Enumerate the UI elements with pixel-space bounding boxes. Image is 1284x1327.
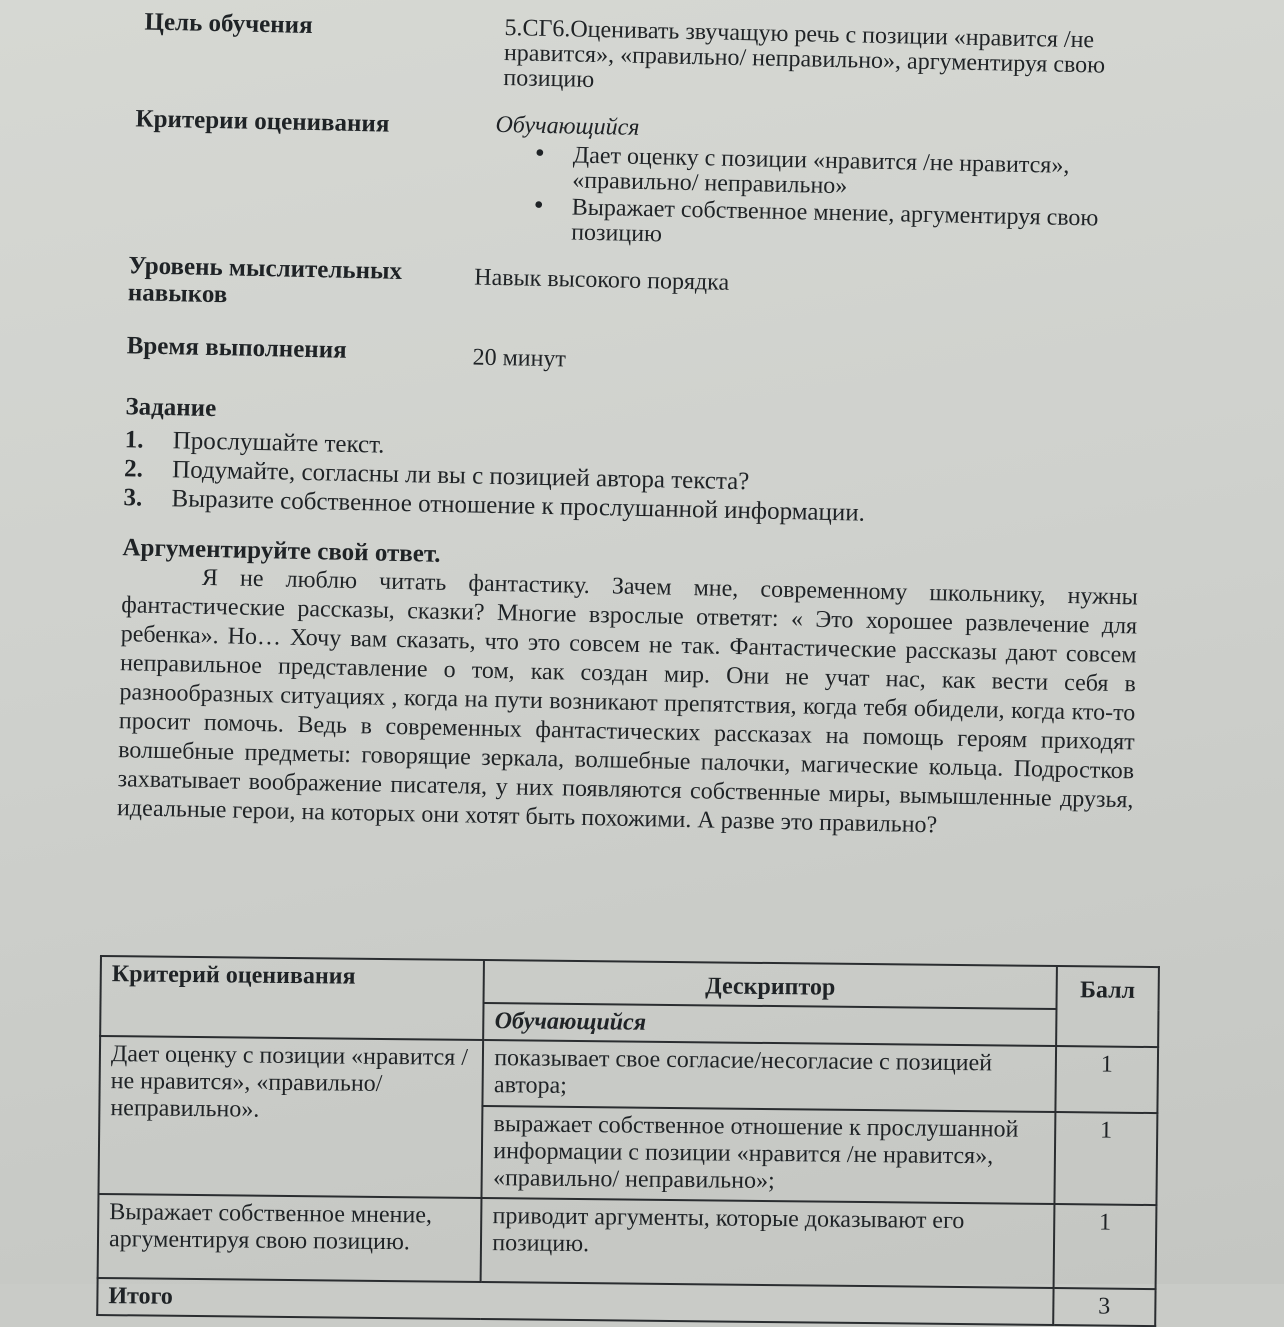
goal-value: 5.СГ6.Оценивать звучащую речь с позиции «нравится /не нравится», «правильно/ неправильно», аргументируя свою позицию xyxy=(503,15,1106,93)
rubric-total-label: Итого xyxy=(97,1278,1053,1325)
criteria-value xyxy=(493,113,1148,260)
time-label: Время выполнения xyxy=(126,332,347,364)
task-section xyxy=(103,393,1142,844)
task-step: 1. Прослушайте текст. xyxy=(124,426,385,459)
argument-text: Я не люблю читать фантастику. Зачем мне, современному школьнику, нужны фантастические рассказы, сказки? Многие взрослые ответят: « Это хорошее развлечение для ребенка». Но… Хочу вам сказать, что это совсем не так. Фантастические рассказы дают совсем неправильное представление о том, как создан мир. Они не учат нас, как вести себя в разнообразных ситуациях , когда на пути возникают препятствия, когда тебя обидели, когда кто-то просит помочь. Ведь в современных фантастических рассказах на помощь героям приходят волшебные предметы: говорящие зеркала, волшебные палочки, магические кольца. Подростков захватывает воображение писателя, у них появляются собственные миры, вымышленные друзья, идеальные герои, на которых они хотят быть похожими. А разве это правильно? xyxy=(116,564,1138,839)
table-row xyxy=(98,1194,1157,1289)
criteria-intro: Обучающийся xyxy=(495,111,640,141)
criteria-row xyxy=(115,105,1148,260)
rubric-criterion: Выражает собственное мнение, аргументируя свою позицию. xyxy=(98,1194,482,1282)
rubric-header-learner: Обучающийся xyxy=(483,1003,1056,1046)
time-value: 20 минут xyxy=(472,344,567,373)
level-row xyxy=(114,252,1145,328)
rubric-score: 1 xyxy=(1053,1204,1156,1289)
argument-title: Аргументируйте свой ответ. xyxy=(122,534,441,568)
criteria-item: • Дает оценку с позиции «нравится /не нравится», «правильно/ неправильно» xyxy=(534,143,1147,206)
task-step: 3. Выразите собственное отношение к прослушанной информации. xyxy=(123,484,866,527)
rubric-header-criterion: Критерий оценивания xyxy=(100,956,484,1040)
worksheet-body xyxy=(102,0,1150,868)
task-title: Задание xyxy=(125,393,217,423)
rubric-descriptor: приводит аргументы, которые доказывают его позицию. xyxy=(481,1198,1054,1288)
criteria-item: • Выражает собственное мнение, аргументируя свою позицию xyxy=(533,195,1146,258)
table-row xyxy=(99,1036,1158,1113)
time-row xyxy=(112,332,1142,385)
level-value: Навык высокого порядка xyxy=(473,264,730,296)
rubric-criterion: Дает оценку с позиции «нравится /не нравится», «правильно/ неправильно». xyxy=(98,1036,483,1198)
goal-row xyxy=(118,8,1149,105)
rubric-score: 1 xyxy=(1055,1046,1158,1113)
rubric-descriptor: выражает собственное отношение к прослушанной информации с позиции «нравится /не нравится», «правильно/ неправильно»; xyxy=(482,1106,1055,1204)
rubric-header-row xyxy=(101,956,1159,1010)
rubric-descriptor: показывает свое согласие/несогласие с позицией автора; xyxy=(483,1040,1056,1112)
rubric-table xyxy=(96,955,1160,1327)
rubric-header-score: Балл xyxy=(1056,966,1159,1047)
criteria-list xyxy=(533,143,1147,258)
task-step: 2. Подумайте, согласны ли вы с позицией автора текста? xyxy=(123,455,750,496)
level-label: Уровень мыслительных навыков xyxy=(127,252,403,309)
rubric-total-value: 3 xyxy=(1053,1288,1156,1326)
task-steps xyxy=(123,425,1141,533)
rubric-header-descriptor: Дескриптор xyxy=(484,960,1057,1009)
rubric-score: 1 xyxy=(1054,1112,1157,1205)
criteria-label: Критерии оценивания xyxy=(135,105,390,138)
goal-label: Цель обучения xyxy=(144,8,313,40)
